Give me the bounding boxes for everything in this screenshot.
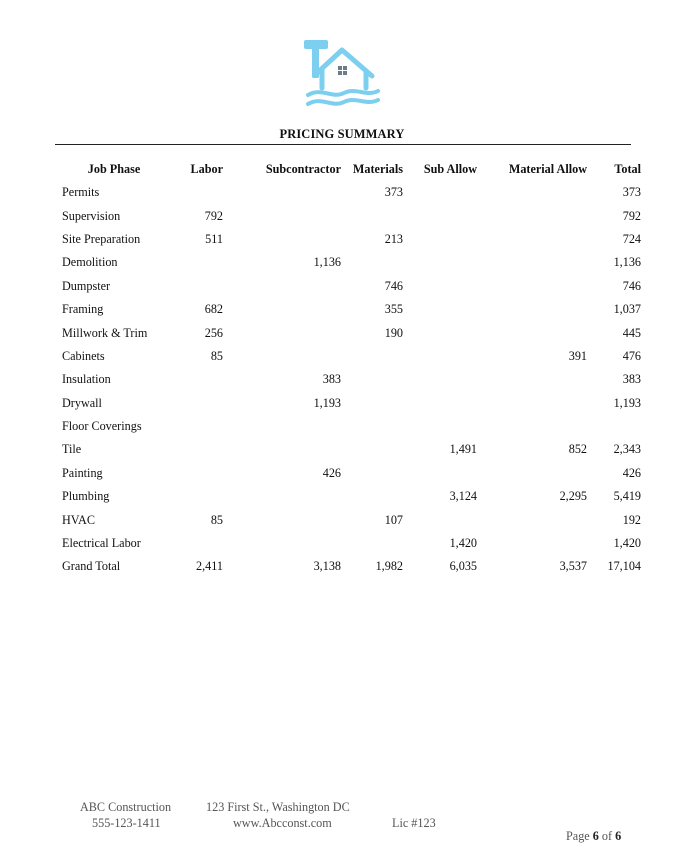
- cell-total: 1,420: [613, 536, 641, 551]
- table-row: [55, 462, 651, 485]
- cell-material-allow: [477, 228, 587, 251]
- cell-subcontractor: 383: [322, 372, 341, 387]
- cell-material-allow: 391: [568, 348, 587, 363]
- cell-materials: [341, 532, 403, 555]
- table-row: [55, 532, 651, 555]
- header-total: Total: [614, 161, 641, 176]
- cell-materials: [341, 438, 403, 461]
- cell-sub-allow: [403, 251, 477, 274]
- cell-sub-allow: [403, 345, 477, 368]
- cell-sub-allow: 1,420: [449, 536, 477, 551]
- cell-subcontractor: [223, 438, 341, 461]
- cell-labor: 792: [204, 208, 223, 223]
- cell-materials: [341, 251, 403, 274]
- cell-job-phase: Electrical Labor: [62, 536, 141, 551]
- cell-labor: [173, 532, 223, 555]
- cell-materials: [341, 392, 403, 415]
- cell-total: 383: [622, 372, 641, 387]
- cell-labor: [173, 181, 223, 204]
- cell-subcontractor: 1,136: [313, 255, 341, 270]
- cell-labor: [173, 368, 223, 391]
- cell-sub-allow: 3,124: [449, 489, 477, 504]
- cell-sub-allow: [403, 368, 477, 391]
- cell-material-allow: [477, 251, 587, 274]
- cell-labor: [173, 415, 223, 438]
- cell-job-phase: Dumpster: [62, 278, 111, 293]
- cell-materials: [341, 204, 403, 227]
- cell-subcontractor: [223, 345, 341, 368]
- cell-materials: 355: [384, 302, 403, 317]
- cell-sub-allow: [403, 298, 477, 321]
- table-row: [55, 204, 651, 227]
- cell-labor: [173, 392, 223, 415]
- cell-materials: 107: [384, 512, 403, 527]
- cell-total: [587, 415, 651, 438]
- cell-subcontractor: [223, 228, 341, 251]
- table-row: [55, 321, 651, 344]
- table-header-row: [55, 157, 651, 181]
- cell-materials: [341, 462, 403, 485]
- cell-total: 445: [622, 325, 641, 340]
- page-current: 6: [592, 829, 599, 843]
- cell-job-phase: Permits: [62, 185, 100, 200]
- cell-labor: [173, 275, 223, 298]
- cell-sub-allow: [403, 415, 477, 438]
- table-row: [55, 438, 651, 461]
- cell-labor: 85: [210, 512, 223, 527]
- cell-job-phase: Floor Coverings: [62, 419, 142, 434]
- house-hammer-logo-icon: [302, 38, 382, 110]
- cell-job-phase: Millwork & Trim: [62, 325, 148, 340]
- cell-job-phase: Cabinets: [62, 348, 105, 363]
- cell-total: 476: [622, 348, 641, 363]
- cell-material-allow: [477, 298, 587, 321]
- cell-material-allow: [477, 532, 587, 555]
- company-logo: [302, 38, 382, 110]
- cell-job-phase: Site Preparation: [62, 231, 141, 246]
- cell-subcontractor: [223, 204, 341, 227]
- cell-sub-allow: [403, 228, 477, 251]
- page-prefix: Page: [566, 829, 590, 843]
- table-row: [55, 508, 651, 531]
- cell-materials: [341, 368, 403, 391]
- cell-labor: [173, 462, 223, 485]
- cell-subcontractor: [223, 321, 341, 344]
- footer-address: 123 First St., Washington DC: [206, 800, 350, 814]
- cell-material-allow: [477, 508, 587, 531]
- page-total: 6: [615, 829, 622, 843]
- cell-subcontractor: 3,138: [313, 559, 341, 574]
- table-row: [55, 392, 651, 415]
- cell-materials: [341, 415, 403, 438]
- cell-total: 746: [622, 278, 641, 293]
- cell-subcontractor: 1,193: [313, 395, 341, 410]
- cell-labor: 2,411: [196, 559, 223, 574]
- table-row: [55, 485, 651, 508]
- table-row: [55, 368, 651, 391]
- cell-labor: 256: [204, 325, 223, 340]
- page-title: PRICING SUMMARY: [279, 127, 405, 141]
- cell-materials: [341, 485, 403, 508]
- header-material-allow: Material Allow: [508, 161, 587, 176]
- cell-total: 792: [622, 208, 641, 223]
- cell-material-allow: [477, 392, 587, 415]
- cell-materials: 746: [384, 278, 403, 293]
- page-number: [566, 829, 621, 844]
- cell-sub-allow: [403, 275, 477, 298]
- cell-job-phase: Painting: [62, 465, 103, 480]
- table-row: [55, 228, 651, 251]
- cell-subcontractor: [223, 275, 341, 298]
- cell-material-allow: 3,537: [559, 559, 587, 574]
- header-job-phase: Job Phase: [87, 161, 141, 176]
- footer-phone: 555-123-1411: [92, 816, 161, 830]
- cell-total: 1,136: [613, 255, 641, 270]
- cell-job-phase: Grand Total: [62, 559, 121, 574]
- cell-materials: 190: [384, 325, 403, 340]
- table-row: [55, 251, 651, 274]
- cell-labor: 85: [210, 348, 223, 363]
- cell-material-allow: 852: [568, 442, 587, 457]
- cell-total: 724: [622, 231, 641, 246]
- cell-total: 192: [622, 512, 641, 527]
- table-row: [55, 345, 651, 368]
- cell-material-allow: [477, 368, 587, 391]
- table-row: [55, 275, 651, 298]
- cell-subcontractor: [223, 298, 341, 321]
- footer-website: www.Abcconst.com: [233, 816, 332, 830]
- cell-total: 5,419: [613, 489, 641, 504]
- cell-sub-allow: 1,491: [449, 442, 477, 457]
- cell-job-phase: Framing: [62, 302, 104, 317]
- table-row: [55, 415, 651, 438]
- cell-material-allow: [477, 462, 587, 485]
- cell-job-phase: Drywall: [62, 395, 102, 410]
- cell-subcontractor: [223, 415, 341, 438]
- cell-job-phase: Insulation: [62, 372, 111, 387]
- table-row: [55, 555, 651, 578]
- cell-subcontractor: [223, 181, 341, 204]
- cell-materials: 1,982: [375, 559, 403, 574]
- cell-material-allow: 2,295: [559, 489, 587, 504]
- footer-license: Lic #123: [392, 816, 436, 830]
- table-row: [55, 181, 651, 204]
- cell-subcontractor: 426: [322, 465, 341, 480]
- cell-total: 17,104: [607, 559, 641, 574]
- cell-materials: [341, 345, 403, 368]
- cell-total: 1,193: [613, 395, 641, 410]
- cell-sub-allow: [403, 204, 477, 227]
- cell-materials: 213: [384, 231, 403, 246]
- cell-labor: [173, 485, 223, 508]
- cell-sub-allow: [403, 321, 477, 344]
- cell-job-phase: Plumbing: [62, 489, 110, 504]
- cell-total: 373: [622, 185, 641, 200]
- cell-labor: [173, 251, 223, 274]
- title-divider: [55, 144, 631, 145]
- cell-total: 1,037: [613, 302, 641, 317]
- cell-material-allow: [477, 181, 587, 204]
- header-labor: Labor: [190, 161, 223, 176]
- cell-subcontractor: [223, 532, 341, 555]
- cell-sub-allow: [403, 392, 477, 415]
- cell-sub-allow: [403, 508, 477, 531]
- cell-labor: [173, 438, 223, 461]
- page-of: of: [601, 829, 613, 843]
- cell-job-phase: HVAC: [62, 512, 95, 527]
- cell-subcontractor: [223, 485, 341, 508]
- header-sub-allow: Sub Allow: [423, 161, 477, 176]
- cell-material-allow: [477, 321, 587, 344]
- cell-job-phase: Supervision: [62, 208, 121, 223]
- cell-labor: 511: [205, 231, 223, 246]
- cell-job-phase: Tile: [62, 442, 82, 457]
- cell-job-phase: Demolition: [62, 255, 118, 270]
- footer-company: ABC Construction: [80, 800, 172, 814]
- cell-material-allow: [477, 415, 587, 438]
- cell-sub-allow: [403, 181, 477, 204]
- header-materials: Materials: [352, 161, 403, 176]
- cell-subcontractor: [223, 508, 341, 531]
- table-row: [55, 298, 651, 321]
- cell-sub-allow: 6,035: [449, 559, 477, 574]
- header-subcontractor: Subcontractor: [265, 161, 341, 176]
- cell-sub-allow: [403, 462, 477, 485]
- cell-material-allow: [477, 204, 587, 227]
- cell-material-allow: [477, 275, 587, 298]
- cell-total: 2,343: [613, 442, 641, 457]
- cell-labor: 682: [204, 302, 223, 317]
- cell-materials: 373: [384, 185, 403, 200]
- cell-total: 426: [622, 465, 641, 480]
- pricing-table: [55, 157, 651, 579]
